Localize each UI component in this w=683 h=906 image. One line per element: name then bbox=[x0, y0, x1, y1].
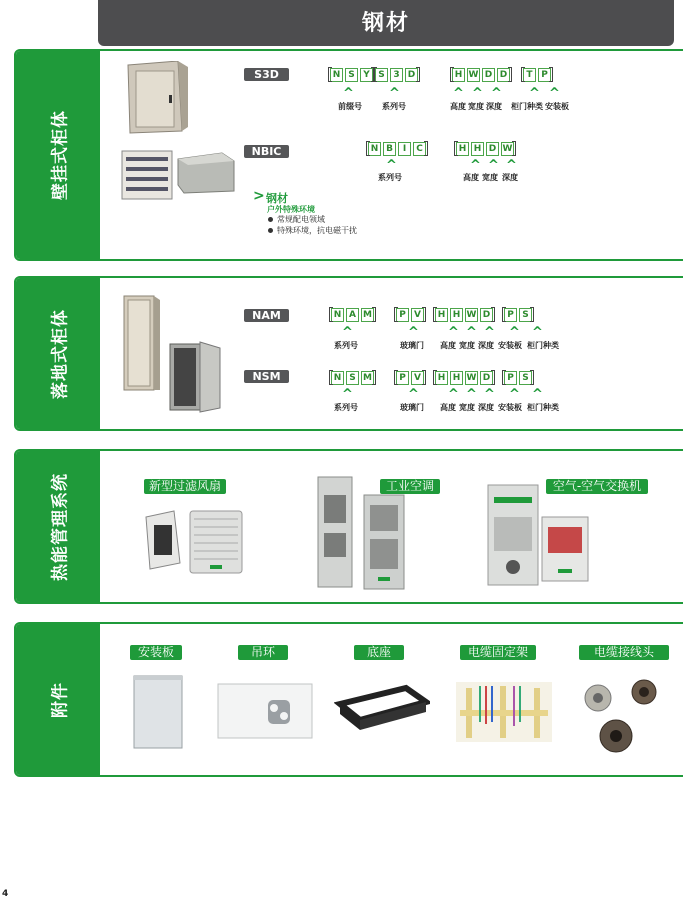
section-side-label: 附件 bbox=[16, 624, 100, 775]
code-label: 宽度 bbox=[468, 102, 484, 111]
code-label: 系列号 bbox=[334, 403, 358, 412]
code-char: N bbox=[331, 308, 344, 322]
caret-icon: ^ bbox=[453, 86, 464, 101]
caret-icon: ^ bbox=[342, 325, 353, 340]
code-label: 高度 bbox=[463, 173, 479, 182]
page-number: 4 bbox=[2, 889, 9, 899]
code-char: D bbox=[486, 142, 499, 156]
code-char: D bbox=[405, 68, 418, 82]
caret-icon: ^ bbox=[491, 86, 502, 101]
code-char: W bbox=[468, 69, 479, 80]
code-char: P bbox=[504, 308, 517, 322]
code-char: H bbox=[435, 371, 448, 385]
caret-icon: ^ bbox=[532, 325, 543, 340]
code-door-plate bbox=[521, 67, 553, 82]
code-plate-door bbox=[502, 370, 534, 385]
code-label: 玻璃门 bbox=[400, 403, 424, 412]
floor-cabinet-image bbox=[120, 294, 162, 394]
code-char: H bbox=[435, 308, 448, 322]
code-char: B bbox=[383, 142, 396, 156]
code-char: S bbox=[519, 308, 532, 322]
code-label: 高度 bbox=[440, 403, 456, 412]
code-char: D bbox=[480, 371, 493, 385]
code-label: 系列号 bbox=[378, 173, 402, 182]
bullet-icon bbox=[268, 217, 273, 222]
code-char: M bbox=[361, 308, 374, 322]
code-char: 3 bbox=[390, 68, 403, 82]
code-char: P bbox=[396, 308, 409, 322]
code-char: N bbox=[368, 142, 381, 156]
code-dimensions bbox=[450, 67, 512, 82]
code-char: H bbox=[471, 142, 484, 156]
code-label: 系列号 bbox=[382, 102, 406, 111]
code-label: 高度 bbox=[450, 102, 466, 111]
code-label: 柜门种类 bbox=[527, 341, 559, 350]
filter-fan-image bbox=[140, 503, 250, 583]
caret-icon: ^ bbox=[509, 325, 520, 340]
code-char: P bbox=[396, 371, 409, 385]
caret-icon: ^ bbox=[448, 387, 459, 402]
product-tag-mounting-plate: 安装板 bbox=[130, 645, 182, 660]
caret-icon: ^ bbox=[532, 387, 543, 402]
code-char: H bbox=[450, 308, 463, 322]
code-label: 深度 bbox=[478, 403, 494, 412]
section-side-label: 热能管理系统 bbox=[16, 451, 100, 602]
code-glass-door bbox=[394, 307, 426, 322]
code-char: P bbox=[538, 68, 551, 82]
code-char: M bbox=[361, 371, 374, 385]
code-char: C bbox=[413, 142, 426, 156]
nbic-box-image bbox=[176, 151, 236, 195]
caret-icon: ^ bbox=[408, 325, 419, 340]
code-char: T bbox=[523, 68, 536, 82]
air-conditioner-image bbox=[314, 475, 420, 591]
code-label: 柜门种类 bbox=[527, 403, 559, 412]
caret-icon: ^ bbox=[484, 325, 495, 340]
product-tag-base: 底座 bbox=[354, 645, 404, 660]
code-label: 宽度 bbox=[459, 341, 475, 350]
bullet-icon bbox=[268, 228, 273, 233]
code-label: 安装板 bbox=[498, 341, 522, 350]
code-dimensions bbox=[454, 141, 516, 156]
section-accessories bbox=[14, 622, 683, 777]
code-char: P bbox=[504, 371, 517, 385]
heat-exchanger-image bbox=[486, 481, 596, 587]
code-char: V bbox=[411, 308, 424, 322]
code-label: 深度 bbox=[478, 341, 494, 350]
open-wall-cabinet-image bbox=[120, 149, 176, 201]
code-label: 前缀号 bbox=[338, 102, 362, 111]
code-char: W bbox=[466, 309, 477, 320]
caret-icon: ^ bbox=[506, 158, 517, 173]
code-label: 宽度 bbox=[459, 403, 475, 412]
caret-icon: ^ bbox=[484, 387, 495, 402]
series-badge-nam: NAM bbox=[244, 309, 289, 322]
series-badge-nsm: NSM bbox=[244, 370, 289, 383]
product-tag-cable-gland: 电缆接线头 bbox=[579, 645, 669, 660]
open-floor-cabinet-image bbox=[166, 340, 224, 414]
code-char: S bbox=[346, 371, 359, 385]
caret-icon: ^ bbox=[466, 387, 477, 402]
code-char: I bbox=[398, 142, 411, 156]
caret-icon: ^ bbox=[343, 86, 354, 101]
note-item: 特殊环境，抗电磁干扰 bbox=[277, 226, 357, 235]
code-char: D bbox=[497, 68, 510, 82]
code-char: N bbox=[331, 371, 344, 385]
code-label: 系列号 bbox=[334, 341, 358, 350]
caret-icon: ^ bbox=[386, 158, 397, 173]
product-tag-heat-exchanger: 空气-空气交换机 bbox=[546, 479, 648, 494]
caret-icon: ^ bbox=[509, 387, 520, 402]
product-tag-lifting-eye: 吊环 bbox=[238, 645, 288, 660]
caret-icon: ^ bbox=[408, 387, 419, 402]
code-char: S bbox=[345, 68, 358, 82]
note-subtitle: 户外特殊环境 bbox=[267, 205, 315, 214]
code-char: S bbox=[375, 68, 388, 82]
code-char: D bbox=[482, 68, 495, 82]
code-prefix bbox=[328, 67, 375, 82]
caret-icon: ^ bbox=[549, 86, 560, 101]
code-series bbox=[329, 307, 376, 322]
mounting-plate-image bbox=[130, 672, 188, 752]
caret-icon: ^ bbox=[529, 86, 540, 101]
note-title: 钢材 bbox=[266, 192, 288, 205]
section-side-label: 壁挂式柜体 bbox=[16, 51, 100, 259]
chevron-right-icon: > bbox=[253, 188, 265, 204]
code-label: 宽度 bbox=[482, 173, 498, 182]
code-label: 高度 bbox=[440, 341, 456, 350]
lifting-eye-image bbox=[216, 682, 314, 740]
caret-icon: ^ bbox=[389, 86, 400, 101]
cable-bracket-image bbox=[456, 682, 552, 742]
code-label: 深度 bbox=[486, 102, 502, 111]
code-label: 安装板 bbox=[545, 102, 569, 111]
page-title: 钢材 bbox=[98, 0, 674, 46]
code-char: Y bbox=[360, 68, 373, 82]
code-dimensions bbox=[433, 370, 495, 385]
caret-icon: ^ bbox=[488, 158, 499, 173]
code-char: D bbox=[480, 308, 493, 322]
code-char: W bbox=[466, 372, 477, 383]
code-char: S bbox=[519, 371, 532, 385]
section-side-label: 落地式柜体 bbox=[16, 278, 100, 429]
product-tag-filter-fan: 新型过滤风扇 bbox=[144, 479, 226, 494]
cable-gland-image bbox=[574, 676, 674, 766]
code-series bbox=[373, 67, 420, 82]
code-char: H bbox=[452, 68, 465, 82]
section-floor-standing bbox=[14, 276, 683, 431]
caret-icon: ^ bbox=[470, 158, 481, 173]
caret-icon: ^ bbox=[342, 387, 353, 402]
code-label: 安装板 bbox=[498, 403, 522, 412]
code-label: 玻璃门 bbox=[400, 341, 424, 350]
code-char: H bbox=[450, 371, 463, 385]
code-char: A bbox=[346, 308, 359, 322]
section-thermal-management bbox=[14, 449, 683, 604]
code-series bbox=[366, 141, 428, 156]
code-char: W bbox=[502, 143, 513, 154]
caret-icon: ^ bbox=[466, 325, 477, 340]
section-wall-mounted bbox=[14, 49, 683, 261]
code-char: H bbox=[456, 142, 469, 156]
code-char: N bbox=[330, 68, 343, 82]
series-badge-s3d: S3D bbox=[244, 68, 289, 81]
note-item: 常规配电领域 bbox=[277, 215, 325, 224]
code-label: 柜门种类 bbox=[511, 102, 543, 111]
product-tag-air-conditioner: 工业空调 bbox=[380, 479, 440, 494]
caret-icon: ^ bbox=[472, 86, 483, 101]
base-plinth-image bbox=[334, 684, 430, 732]
code-dimensions bbox=[433, 307, 495, 322]
wall-cabinet-image bbox=[122, 61, 190, 135]
code-glass-door bbox=[394, 370, 426, 385]
caret-icon: ^ bbox=[448, 325, 459, 340]
code-char: V bbox=[411, 371, 424, 385]
code-series bbox=[329, 370, 376, 385]
code-label: 深度 bbox=[502, 173, 518, 182]
series-badge-nbic: NBIC bbox=[244, 145, 289, 158]
code-plate-door bbox=[502, 307, 534, 322]
product-tag-cable-bracket: 电缆固定架 bbox=[460, 645, 536, 660]
